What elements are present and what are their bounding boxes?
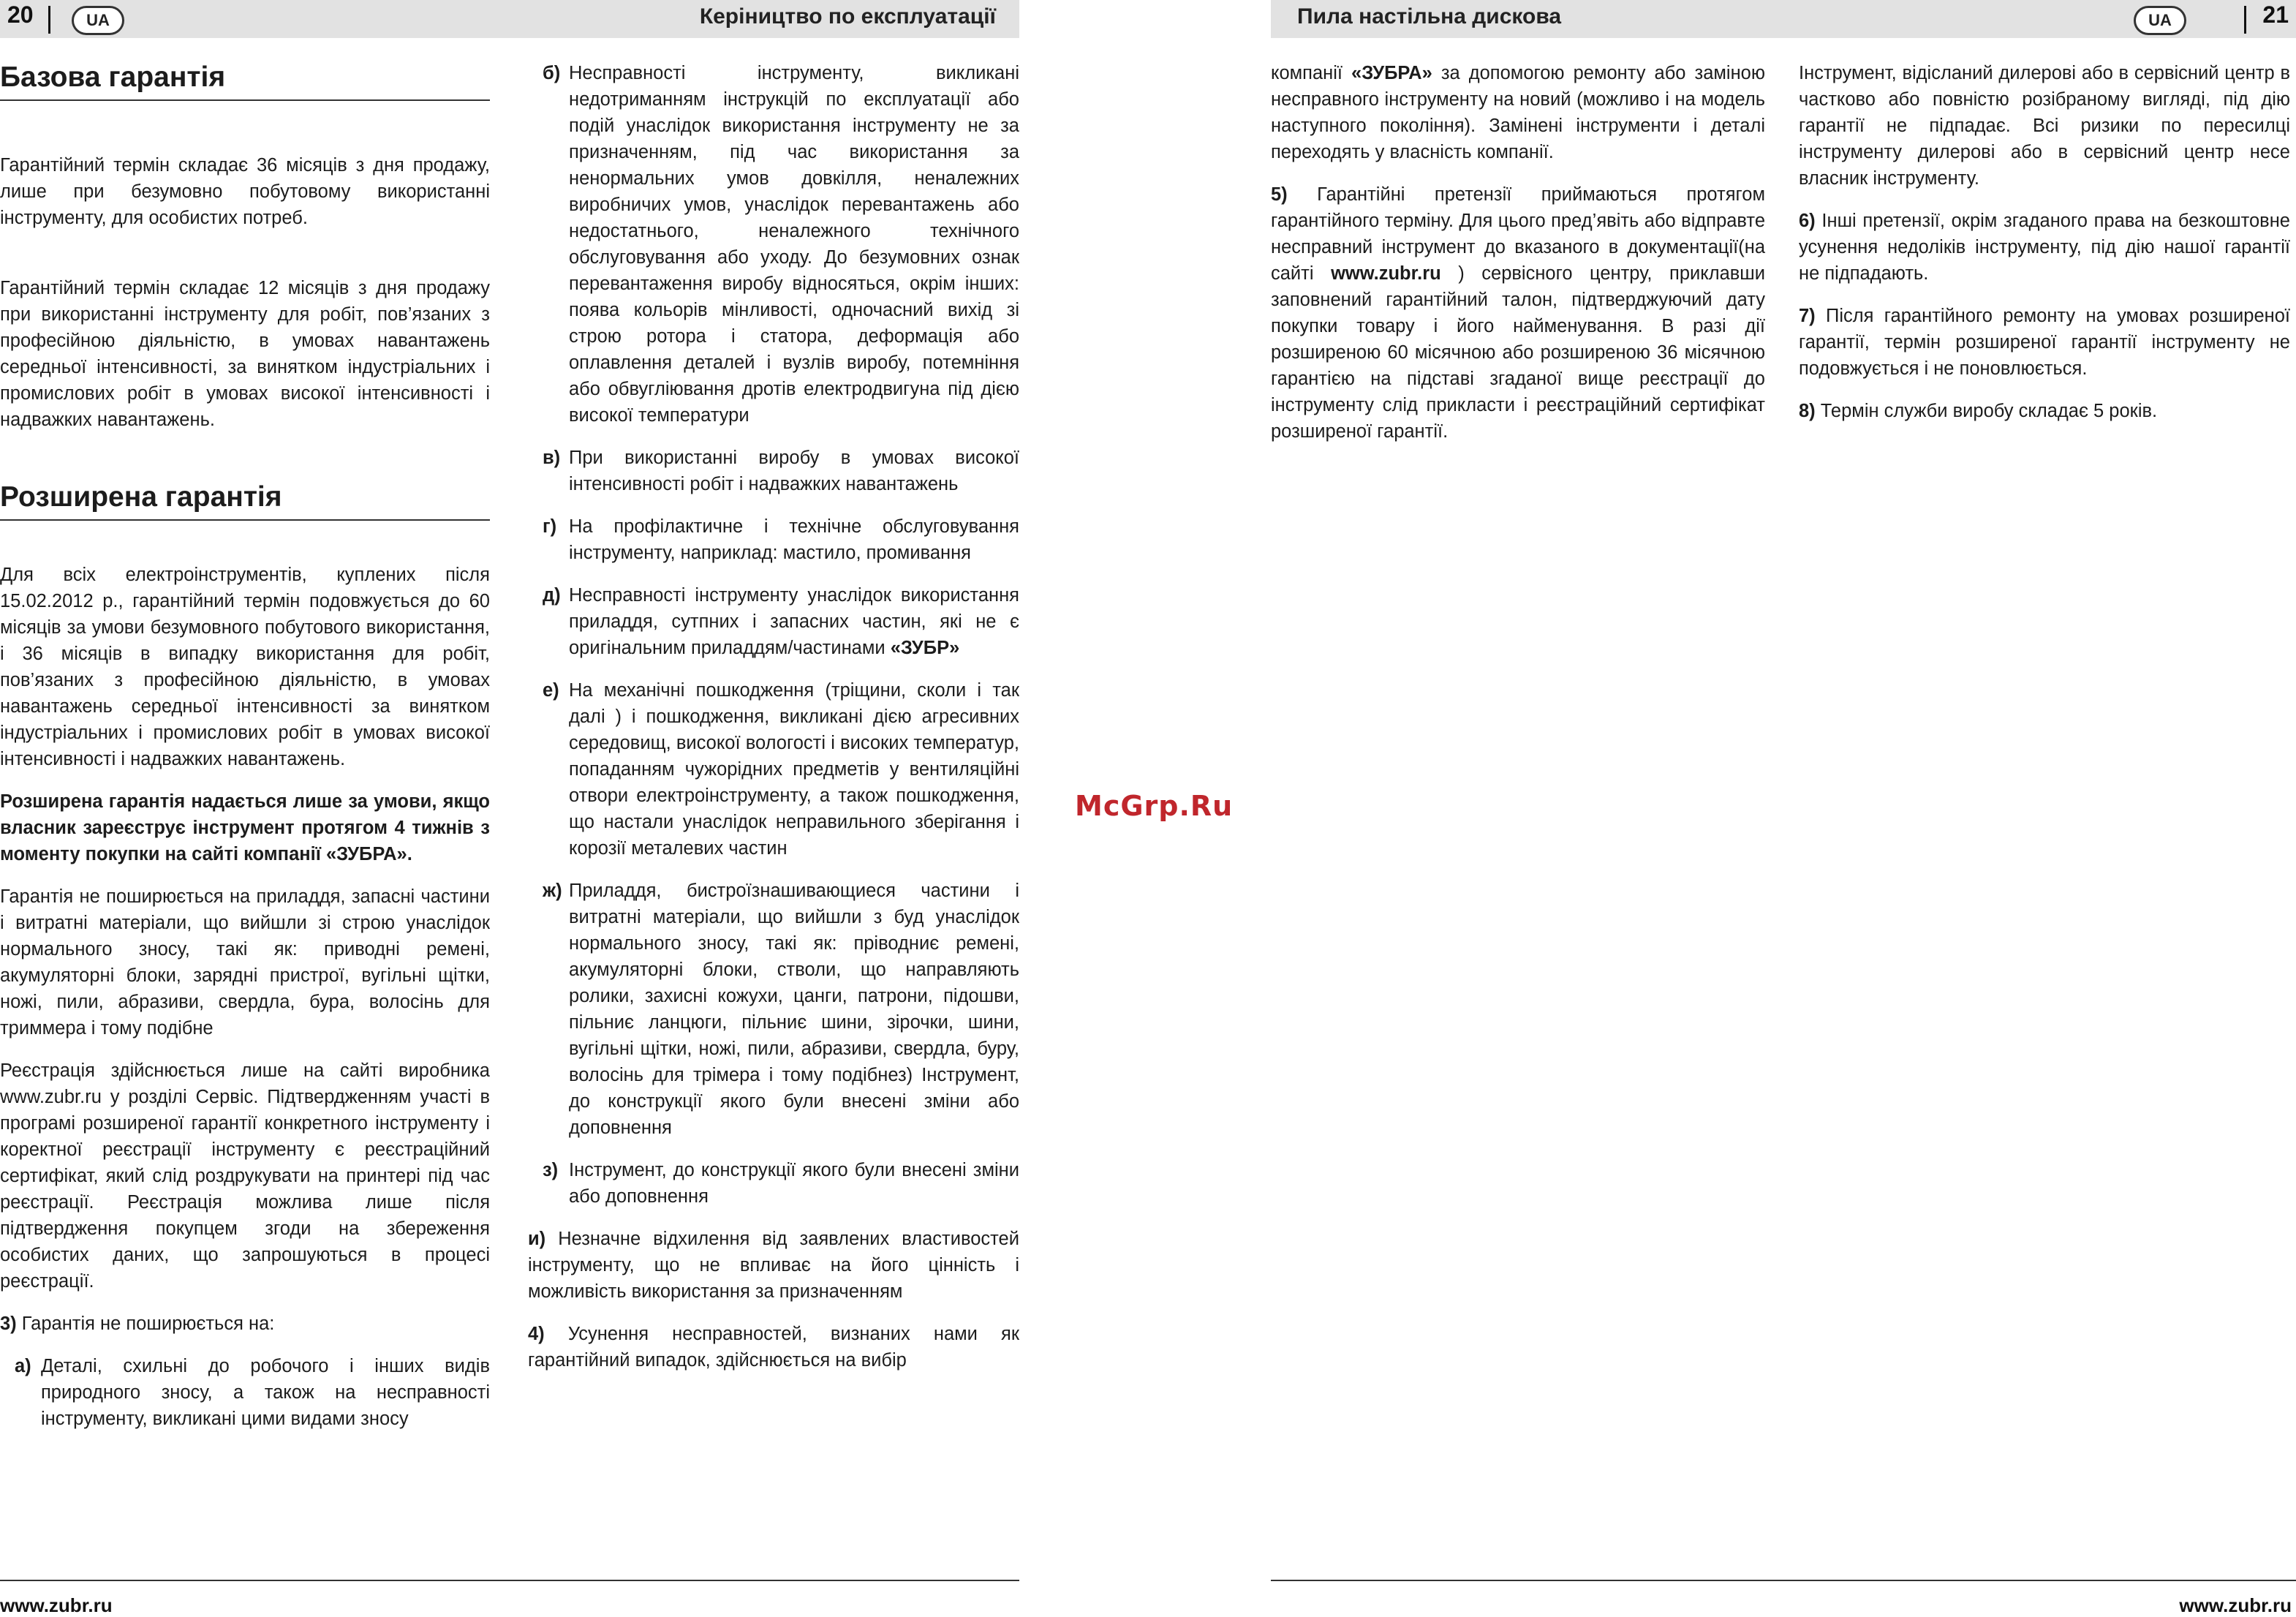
point-6-text: Інші претензії, окрім згаданого права на безкоштовне усунення недоліків інструменту, під дію нашої гарантії не підпадають. — [1799, 211, 2290, 284]
point-7-number: 7) — [1799, 306, 1816, 326]
list-item-text-start: Несправності інструменту унаслідок використання приладдя, сутпних і запасних частин, які не є оригінальним приладдям/частинами — [569, 585, 1019, 658]
brand-name: «ЗУБРА» — [1351, 63, 1432, 83]
list-item-v — [528, 445, 1019, 497]
point-3-text: Гарантія не поширюється на: — [21, 1313, 275, 1334]
brand-name: «ЗУБР» — [890, 638, 960, 658]
list-item-text: Приладдя, бистроїзнашивающиеся частини і витратні матеріали, що вийшли з буд унаслідок нормального зносу, такі як: пріводниє ремені, акумуляторні блоки, стволи, що направляють ролики, захисні кожухи, цанги, патрони, підошви, пільниє ланцюги, пільниє шини, зірочки, шини, вугільні щітки, ножі, пили, абразиви, свердла, буру, волосінь для трімера і тому подібнез) Інструмент, до конструкції якого були внесені зміни або доповнення — [569, 881, 1019, 1138]
header-divider — [48, 6, 50, 34]
list-item-label: е) — [543, 680, 559, 701]
point-i — [528, 1226, 1019, 1305]
extended-warranty-paragraph-1: Для всіх електроінструментів, куплених після 15.02.2012 р., гарантійний термін подовжується до 60 місяців за умови безумовного побутового використання, і 36 місяців в випадку використання для робіт, пов’язаних з професійною діяльністю, в умовах навантажень середньої інтенсивності за винятком індустріальних і промислових робіт в умовах високої інтенсивності і надважких навантажень. — [0, 565, 490, 769]
left-page-number: 20 — [7, 1, 34, 28]
list-item-a — [0, 1353, 490, 1432]
point-3-number: 3) — [0, 1313, 17, 1334]
list-item-g — [528, 513, 1019, 566]
left-page-column-1 — [0, 61, 490, 1448]
point-5 — [1271, 181, 1765, 445]
left-footer-rule — [0, 1580, 1019, 1581]
extended-warranty-condition: Розширена гарантія надається лише за умови, якщо власник зареєструє інструмент протягом 4 тижнів з моменту покупки на сайті компанії «ЗУБРА». — [0, 791, 490, 864]
list-item-label: г) — [543, 516, 557, 537]
list-item-text: Інструмент, до конструкції якого були внесені зміни або доповнення — [569, 1160, 1019, 1207]
list-item-zh — [528, 878, 1019, 1141]
right-page-column-1 — [1271, 60, 1765, 461]
extended-warranty-title: Розширена гарантія — [0, 484, 490, 521]
point-i-text: Незначне відхилення від заявлених властивостей інструменту, що не впливає на його цінність і можливість використання за призначенням — [528, 1229, 1019, 1302]
right-page-column-2 — [1799, 60, 2290, 440]
right-page-number: 21 — [2262, 1, 2289, 28]
list-item-label: а) — [15, 1356, 31, 1376]
list-item-label: ж) — [543, 881, 562, 901]
list-item-text: При використанні виробу в умовах високої інтенсивності робіт і надважких навантажень — [569, 448, 1019, 494]
point-5-number: 5) — [1271, 184, 1288, 205]
point-4-continued-end: за допомогою ремонту або заміною несправного інструменту на новий (можливо і на модель наступного покоління). Замінені інструменти і деталі переходять у власність компанії. — [1271, 63, 1765, 162]
basic-warranty-title: Базова гарантія — [0, 64, 490, 101]
point-4 — [528, 1321, 1019, 1373]
right-footer-rule — [1271, 1580, 2296, 1581]
list-item-label: д) — [543, 585, 561, 606]
basic-warranty-paragraph-1: Гарантійний термін складає 36 місяців з дня продажу, лише при безумовно побутовому використанні інструменту, для особистих потреб. — [0, 155, 490, 228]
list-item-z — [528, 1157, 1019, 1210]
right-page-header — [1271, 0, 2296, 38]
point-3 — [0, 1311, 490, 1337]
point-4-continued — [1271, 60, 1765, 165]
list-item-e — [528, 677, 1019, 862]
point-8-text: Термін служби виробу складає 5 років. — [1820, 401, 2158, 421]
left-page-header — [0, 0, 1019, 38]
language-badge: UA — [2134, 6, 2186, 35]
dealer-shipping-paragraph: Інструмент, відісланий дилерові або в сервісний центр в частково або повністю розібраному вигляді, під дію гарантії не підпадає. Всі ризики по пересилці інструменту дилерові або в сервісний центр несе власник інструменту. — [1799, 63, 2290, 189]
point-7-text: Після гарантійного ремонту на умовах розширеної гарантії, термін розширеної гарантії інструменту не подовжується і не поновлюється. — [1799, 306, 2290, 379]
list-item-d — [528, 582, 1019, 661]
point-6-number: 6) — [1799, 211, 1816, 231]
list-item-text: Деталі, схильні до робочого і інших видів природного зносу, а також на несправності інструменту, викликані цими видами зносу — [41, 1356, 490, 1429]
point-4-text: Усунення несправностей, визнаних нами як гарантійний випадок, здійснюється на вибір — [528, 1324, 1019, 1371]
point-5-text-start: Гарантійні претензії приймаються протягом гарантійного терміну. Для цього пред’явіть або відправте несправний інструмент до вказаного в документації(на сайті — [1271, 184, 1765, 284]
language-badge: UA — [72, 6, 124, 35]
basic-warranty-paragraph-2: Гарантійний термін складає 12 місяців з дня продажу при використанні інструменту для робіт, пов’язаних з професійною діяльністю, в умовах навантажень середньої інтенсивності, за винятком індустріальних і промислових робіт в умовах високої інтенсивності і надважких навантажень. — [0, 278, 490, 430]
list-item-text — [569, 582, 1019, 661]
list-item-label: з) — [543, 1160, 559, 1180]
header-divider — [2244, 6, 2246, 34]
right-footer-url[interactable]: www.zubr.ru — [2179, 1594, 2292, 1616]
website-link[interactable]: www.zubr.ru — [1331, 263, 1441, 284]
list-item-text: На механічні пошкодження (тріщини, сколи і так далі ) і пошкодження, викликані дією агресивних середовищ, високої вологості і високих температур, попаданням чужорідних предметів у вентиляційні отвори електроінструменту, а також пошкодження, що настали унаслідок неправильного зберігання і корозії металевих частин — [569, 680, 1019, 859]
watermark: McGrp.Ru — [1075, 790, 1234, 822]
point-4-number: 4) — [528, 1324, 545, 1344]
point-i-label: и) — [528, 1229, 546, 1249]
list-item-label: б) — [543, 63, 561, 83]
list-item-text: Несправності інструменту, викликані недотриманням інструкцій по експлуатації або подій унаслідок використання інструменту не за призначенням, під час використання за ненормальних умов довкілля, неналежних виробничих умов, унаслідок перевантажень або недостатнього, неналежного технічного обслуговування або уходу. До безумовних ознак перевантаження виробу відносяться, окрім інших: поява кольорів мінливості, одночасний вихід зі строю ротора і статора, деформація або оплавлення деталей і вузлів виробу, потемніння або обвугліювання дротів електродвигуна під дією високої температури — [569, 63, 1019, 426]
left-header-title: Керіництво по експлуатації — [699, 4, 996, 29]
right-header-title: Пила настільна дискова — [1297, 4, 1562, 29]
registration-paragraph: Реєстрація здійснюється лише на сайті виробника www.zubr.ru у розділі Сервіс. Підтвердженням участі в програмі розширеної гарантії конкретного інструменту і коректної реєстрації інструменту є реєстраційний сертифікат, який слід роздрукувати на принтері під час реєстрації. Реєстрація можлива лише після підтвердження покупцем згоди на збереження особистих даних, що запрошуються в процесі реєстрації. — [0, 1060, 490, 1292]
list-item-text: На профілактичне і технічне обслуговування інструменту, наприклад: мастило, промивання — [569, 516, 1019, 563]
point-8-number: 8) — [1799, 401, 1816, 421]
point-4-continued-start: компанії — [1271, 63, 1343, 83]
point-7 — [1799, 303, 2290, 382]
point-5-text-end: ) сервісного центру, приклавши заповнений гарантійний талон, підтверджуючий дату покупки товару і його найменування. В разі дії розширеною 60 місячною або розширеною 36 місячною гарантією на підставі згаданої вище реєстрації до інструменту слід прикласти і реєстраційний сертифікат розширеної гарантії. — [1271, 263, 1765, 442]
point-6 — [1799, 208, 2290, 287]
left-footer-url[interactable]: www.zubr.ru — [0, 1594, 113, 1616]
point-8 — [1799, 398, 2290, 424]
left-page-column-2 — [528, 60, 1019, 1390]
list-item-label: в) — [543, 448, 561, 468]
list-item-b — [528, 60, 1019, 429]
extended-warranty-exclusions: Гарантія не поширюється на приладдя, запасні частини і витратні матеріали, що вийшли зі строю унаслідок нормального зносу, такі як: приводні ремені, акумуляторні блоки, зарядні пристрої, вугільні щітки, ножі, пили, абразиви, свердла, бура, волосінь для триммера і тому подібне — [0, 886, 490, 1039]
